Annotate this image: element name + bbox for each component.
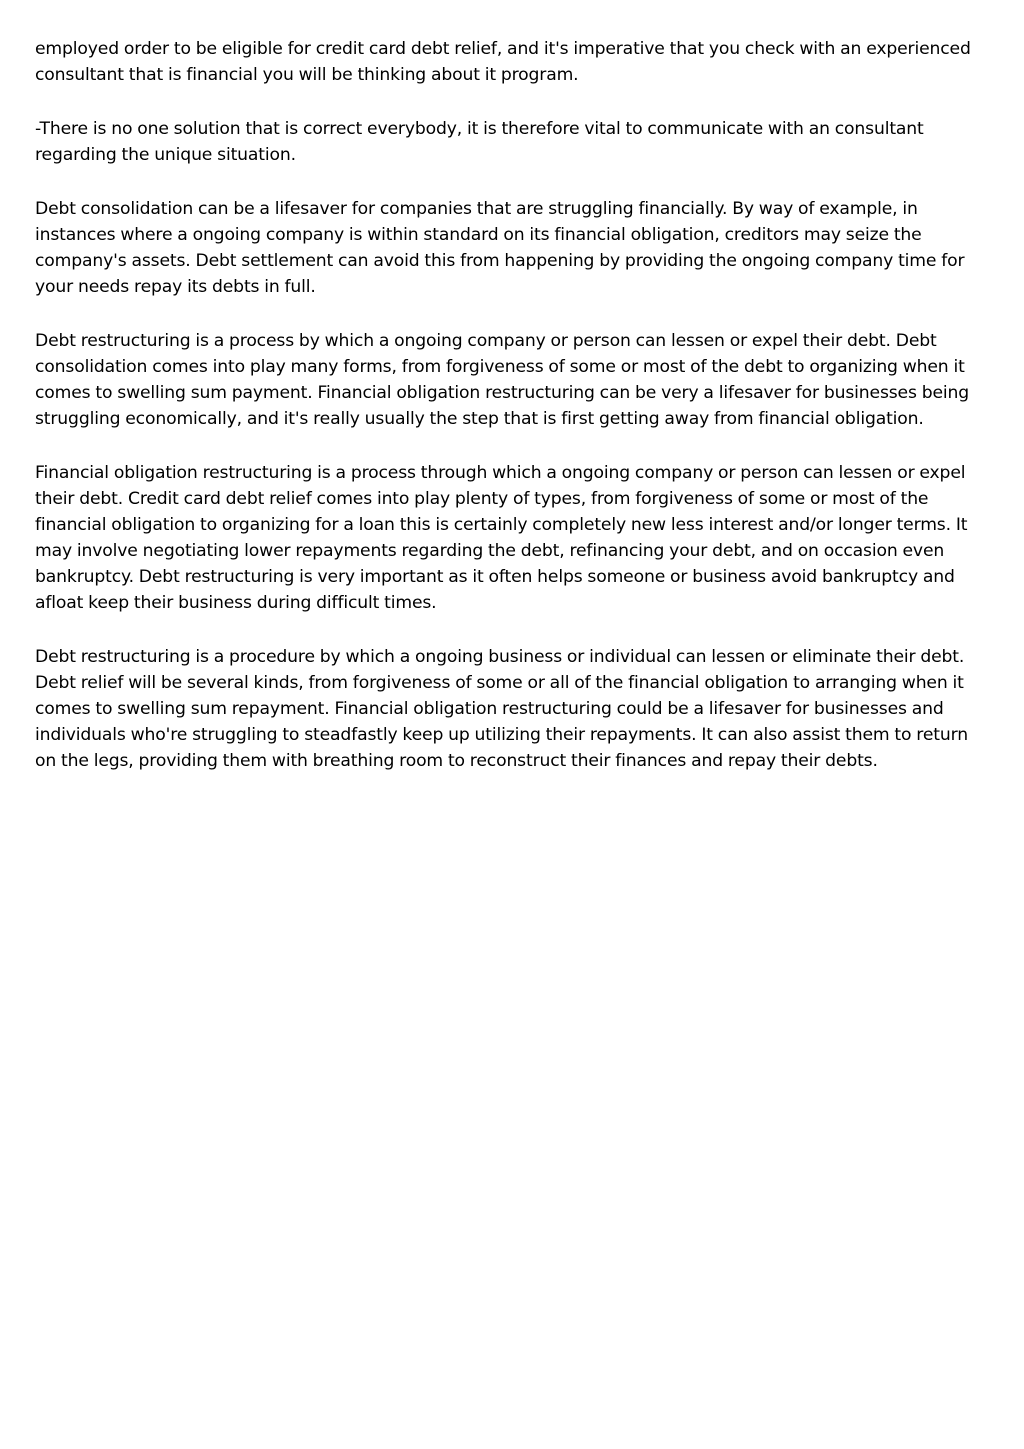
paragraph-3: Debt consolidation can be a lifesaver for companies that are struggling financially. By way of example, in instances where a ongoing company is within standard on its financial obligation, creditors may seize the company's assets. Debt settlement can avoid this from happening by providing the ongoing company time for your needs repay its debts in full. (35, 199, 965, 297)
paragraph-6: Debt restructuring is a procedure by which a ongoing business or individual can lessen or eliminate their debt. Debt relief will be several kinds, from forgiveness of some or all of the financial obligation to arranging when it comes to swelling sum repayment. Financial obligation restructuring could be a lifesaver for businesses and individuals who're struggling to steadfastly keep up utilizing their repayments. It can also assist them to return on the legs, providing them with breathing room to reconstruct their finances and repay their debts. (35, 647, 968, 771)
paragraph-5: Financial obligation restructuring is a process through which a ongoing company or person can lessen or expel their debt. Credit card debt relief comes into play plenty of types, from forgiveness of some or most of the financial obligation to organizing for a loan this is certainly completely new less interest and/or longer terms. It may involve negotiating lower repayments regarding the debt, refinancing your debt, and on occasion even bankruptcy. Debt restructuring is very important as it often helps someone or business avoid bankruptcy and afloat keep their business during difficult times. (35, 463, 968, 613)
paragraph-2: -There is no one solution that is correct everybody, it is therefore vital to communicate with an consultant regarding the unique situation. (35, 119, 924, 165)
paragraph-1: employed order to be eligible for credit card debt relief, and it's imperative that you check with an experienced consultant that is financial you will be thinking about it program. (35, 39, 971, 85)
paragraph-4: Debt restructuring is a process by which a ongoing company or person can lessen or expel their debt. Debt consolidation comes into play many forms, from forgiveness of some or most of the debt to organizing when it comes to swelling sum payment. Financial obligation restructuring can be very a lifesaver for businesses being struggling economically, and it's really usually the step that is first getting away from financial obligation. (35, 331, 970, 429)
